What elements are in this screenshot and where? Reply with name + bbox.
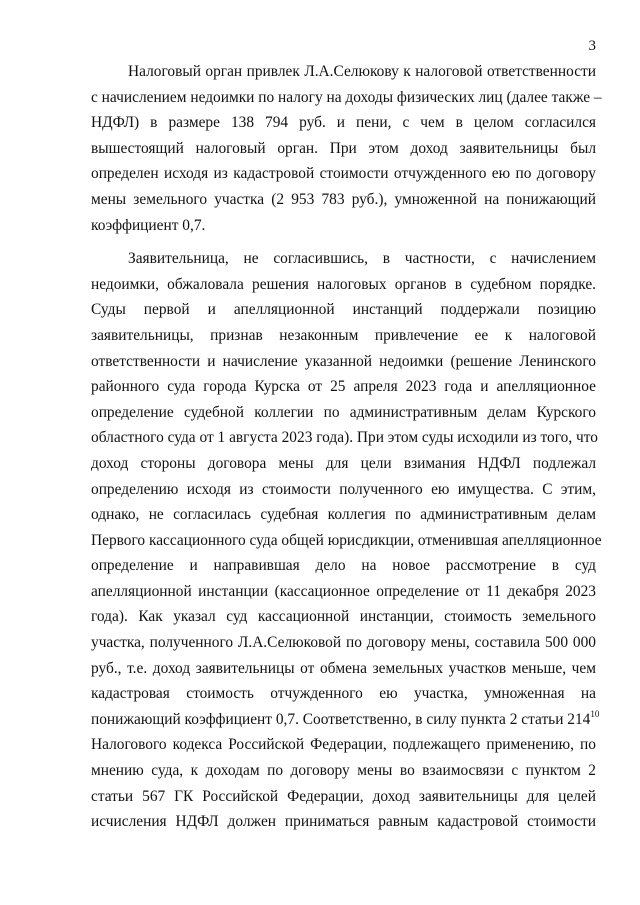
text-line: Заявительница, не согласившись, в частности, с начислением <box>128 250 596 268</box>
text-line: доход стороны договора мены для цели взимания НДФЛ подлежал <box>91 454 596 472</box>
text-line-content: понижающий коэффициент 0,7. Соответственно, в силу пункта 2 статьи 214 <box>91 710 591 728</box>
paragraph-2 <box>91 246 602 835</box>
text-line: мнению суда, к доходам по договору мены во взаимосвязи с пунктом 2 <box>91 762 596 780</box>
text-line: коэффициент 0,7. <box>91 216 206 234</box>
text-line: года). Как указал суд кассационной инстанции, стоимость земельного <box>91 608 596 626</box>
text-line: кадастровая стоимость отчужденного ею участка, умноженная на <box>91 685 596 703</box>
text-line: определение и направившая дело на новое рассмотрение в суд <box>91 557 596 575</box>
text-line-with-footnote <box>91 707 600 733</box>
text-line: ответственности и начисление указанной недоимки (решение Ленинского <box>91 352 596 370</box>
text-line: НДФЛ) в размере 138 794 руб. и пени, с чем в целом согласился <box>91 114 596 132</box>
text-line: Налогового кодекса Российской Федерации, подлежащего применению, по <box>91 736 596 754</box>
text-line: апелляционной инстанции (кассационное определение от 11 декабря 2023 <box>91 582 596 600</box>
page-number: 3 <box>588 38 596 54</box>
text-line: определение судебной коллегии по административным делам Курского <box>91 403 596 421</box>
text-line: руб., т.е. доход заявительницы от обмена земельных участков меньше, чем <box>91 659 596 677</box>
document-body <box>91 59 602 835</box>
text-line: Налоговый орган привлек Л.А.Селюкову к налоговой ответственности <box>128 63 596 80</box>
text-line: статьи 567 ГК Российской Федерации, доход заявительницы для целей <box>91 787 596 805</box>
text-line: определен исходя из кадастровой стоимости отчужденного ею по договору <box>91 165 596 183</box>
text-line: исчисления НДФЛ должен приниматься равным кадастровой стоимости <box>91 813 596 831</box>
text-line: однако, не согласилась судебная коллегия по административным делам <box>91 506 596 524</box>
text-line: участка, полученного Л.А.Селюковой по договору мены, составила 500 000 <box>91 634 596 652</box>
text-line: районного суда города Курска от 25 апреля 2023 года и апелляционное <box>91 378 596 396</box>
paragraph-1 <box>91 59 602 238</box>
footnote-marker: 10 <box>590 708 600 719</box>
text-line: заявительницы, признав незаконным привлечение ее к налоговой <box>91 326 596 344</box>
text-line: областного суда от 1 августа 2023 года). При этом суды исходили из того, что <box>91 429 599 447</box>
text-line: Суды первой и апелляционной инстанций поддержали позицию <box>91 301 596 319</box>
text-line: определению исходя из стоимости полученного ею имущества. С этим, <box>91 480 596 498</box>
text-line: Первого кассационного суда общей юрисдикции, отменившая апелляционное <box>91 531 602 549</box>
text-line: недоимки, обжаловала решения налоговых органов в судебном порядке. <box>91 275 596 293</box>
text-line: вышестоящий налоговый орган. При этом доход заявительницы был <box>91 139 596 157</box>
text-line: мены земельного участка (2 953 783 руб.), умноженной на понижающий <box>91 190 596 208</box>
text-line: с начислением недоимки по налогу на доходы физических лиц (далее также – <box>91 88 602 106</box>
